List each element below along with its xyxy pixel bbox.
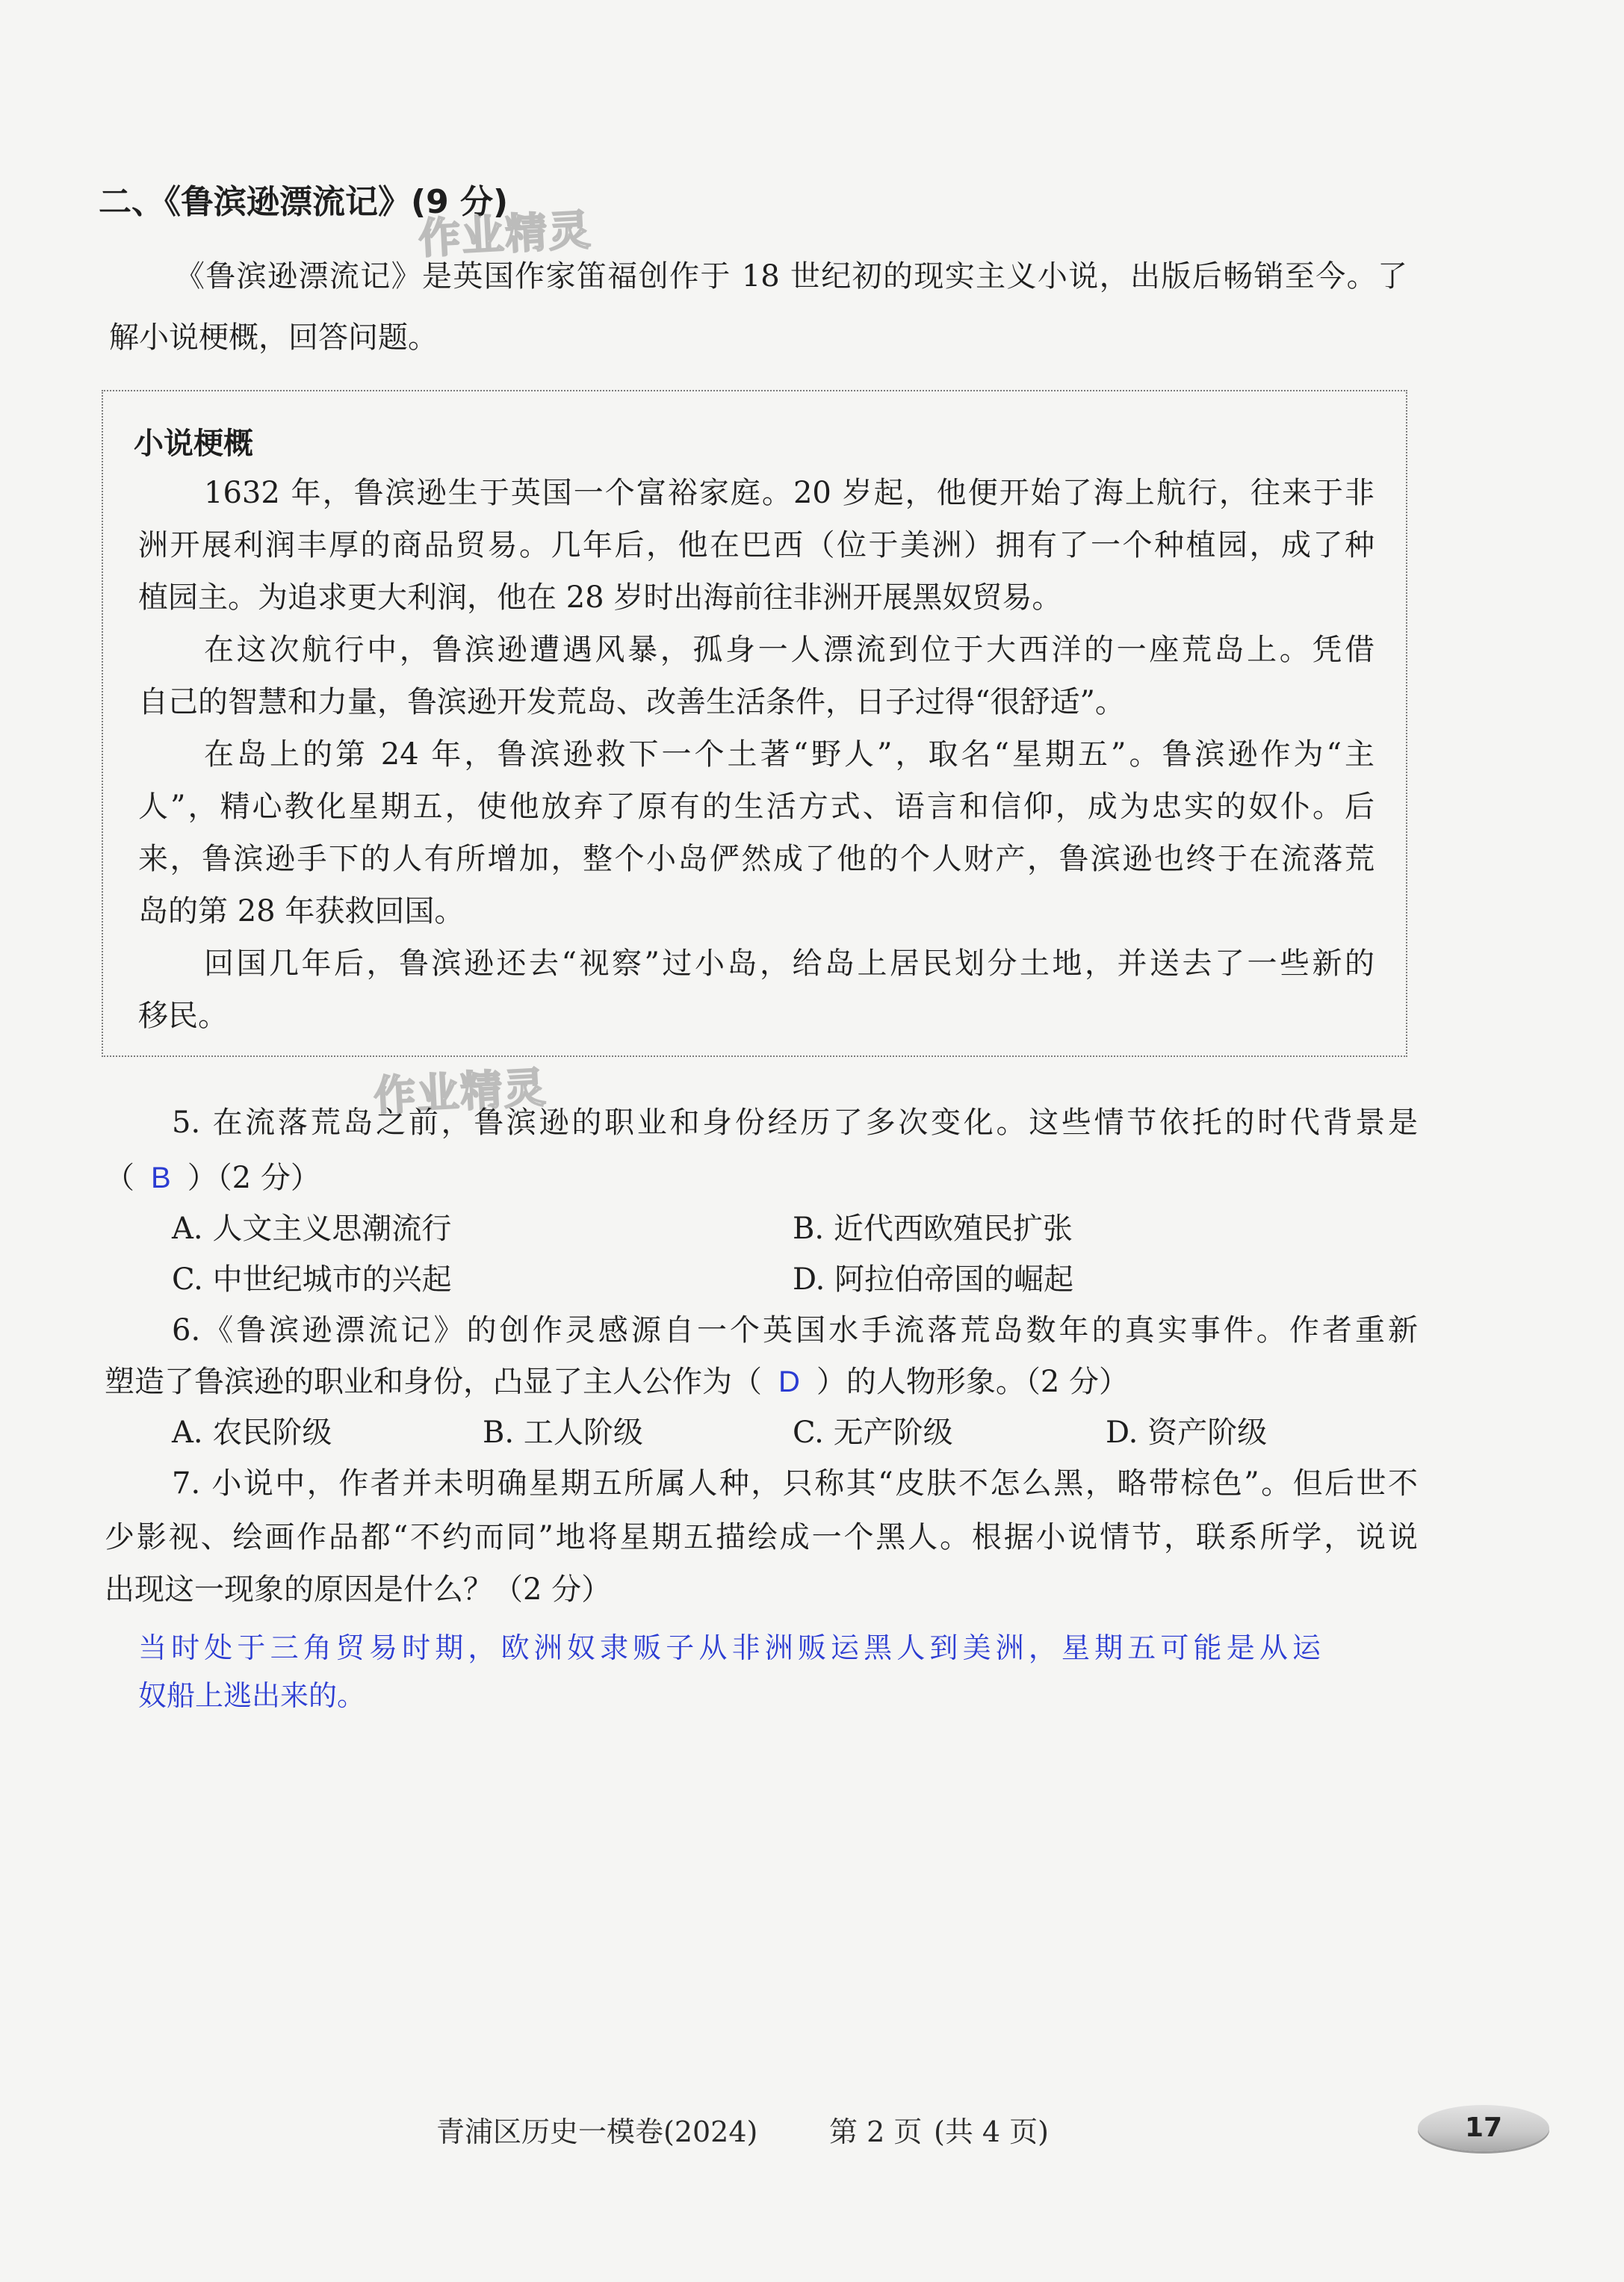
summary-heading: 小说梗概 [134,427,253,461]
summary-line: 植园主。为追求更大利润，他在 28 岁时出海前往非洲开展黑奴贸易。 [138,580,1062,615]
question-6-text: 6.《鲁滨逊漂流记》的创作灵感源自一个英国水手流落荒岛数年的真实事件。作者重新 [172,1313,1418,1348]
answer-choice: B [151,1162,171,1194]
paren-open: （ [105,1161,134,1195]
intro-line: 《鲁滨逊漂流记》是英国作家笛福创作于 18 世纪初的现实主义小说，出版后畅销至今。了 [175,259,1407,294]
option-b: B. 近代西欧殖民扩张 [793,1212,1073,1246]
option-a: A. 人文主义思潮流行 [172,1212,452,1246]
question-7-text: 少影视、绘画作品都“不约而同”地将星期五描绘成一个黑人。根据小说情节，联系所学，说说 [105,1520,1418,1554]
option-d: D. 资产阶级 [1106,1416,1268,1450]
summary-line: 洲开展利润丰厚的商品贸易。几年后，他在巴西（位于美洲）拥有了一个种植园，成了种 [138,528,1374,562]
question-7-answer: 奴船上逃出来的。 [138,1679,366,1712]
question-7-answer: 当时处于三角贸易时期，欧洲奴隶贩子从非洲贩运黑人到美洲，星期五可能是从运 [138,1631,1321,1664]
question-6-text-after: ）的人物形象。（2 分） [816,1365,1129,1399]
summary-line: 自己的智慧和力量，鲁滨逊开发荒岛、改善生活条件，日子过得“很舒适”。 [138,685,1125,719]
summary-line: 1632 年，鲁滨逊生于英国一个富裕家庭。20 岁起，他便开始了海上航行，往来于非 [204,476,1374,510]
option-c: C. 无产阶级 [793,1416,953,1450]
footer-exam-title: 青浦区历史一模卷(2024) [436,2115,758,2148]
question-5-text: 5. 在流落荒岛之前，鲁滨逊的职业和身份经历了多次变化。这些情节依托的时代背景是 [172,1106,1418,1140]
question-5-answer-line [105,1159,320,1197]
summary-line: 移民。 [138,999,228,1033]
summary-line: 在岛上的第 24 年，鲁滨逊救下一个土著“野人”，取名“星期五”。鲁滨逊作为“主 [204,737,1374,772]
question-6-answer-line [105,1363,1129,1401]
intro-line: 解小说梗概，回答问题。 [109,320,438,355]
question-6-text-before: 塑造了鲁滨逊的职业和身份，凸显了主人公作为（ [105,1365,762,1399]
score-note: ）（2 分） [187,1161,320,1195]
question-7-text: 7. 小说中，作者并未明确星期五所属人种，只称其“皮肤不怎么黑，略带棕色”。但后世不 [172,1466,1418,1501]
option-c: C. 中世纪城市的兴起 [172,1262,452,1297]
watermark: 作业精灵 [417,205,593,264]
summary-line: 回国几年后，鲁滨逊还去“视察”过小岛，给岛上居民划分土地，并送去了一些新的 [204,946,1374,981]
page-number-badge: 17 [1418,2105,1549,2151]
summary-line: 人”，精心教化星期五，使他放弃了原有的生活方式、语言和信仰，成为忠实的奴仆。后 [138,790,1374,824]
summary-line: 在这次航行中，鲁滨逊遭遇风暴，孤身一人漂流到位于大西洋的一座荒岛上。凭借 [204,633,1374,667]
option-b: B. 工人阶级 [483,1416,643,1450]
option-d: D. 阿拉伯帝国的崛起 [793,1262,1074,1297]
summary-line: 来，鲁滨逊手下的人有所增加，整个小岛俨然成了他的个人财产，鲁滨逊也终于在流落荒 [138,842,1374,876]
watermark: 作业精灵 [372,1063,548,1122]
question-7-text: 出现这一现象的原因是什么？（2 分） [105,1572,612,1607]
section-title: 二、《鲁滨逊漂流记》(9 分) [99,183,509,221]
option-a: A. 农民阶级 [172,1416,332,1450]
footer-page: 第 2 页 [829,2115,923,2148]
summary-line: 岛的第 28 年获救回国。 [138,894,465,928]
answer-choice: D [778,1365,800,1398]
footer-total-pages: (共 4 页) [934,2115,1049,2148]
